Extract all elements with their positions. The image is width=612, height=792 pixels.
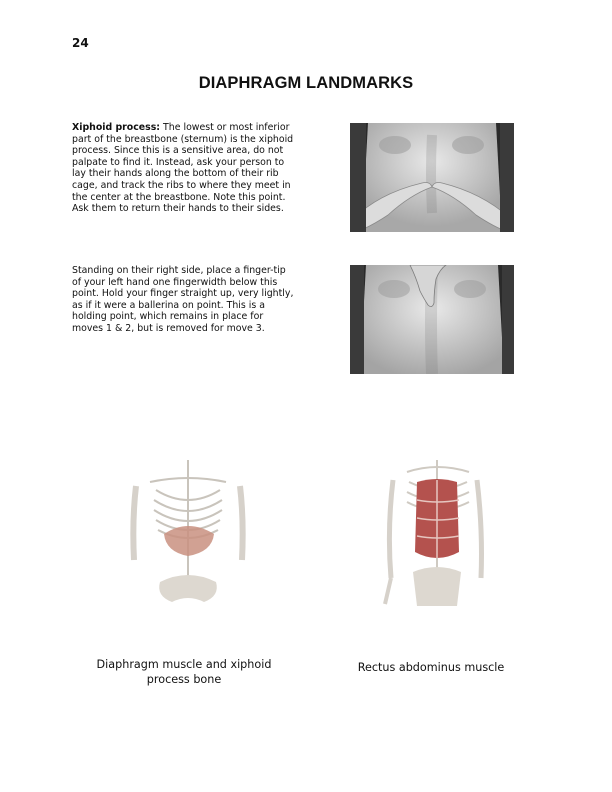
xiphoid-lead: Xiphoid process:	[72, 122, 161, 133]
diaphragm-skeleton-illustration	[130, 460, 246, 606]
hands-on-ribs-photo	[350, 123, 514, 232]
page-title: DIAPHRAGM LANDMARKS	[198, 74, 414, 92]
fingertip-placement-photo	[350, 265, 514, 374]
page-number: 24	[72, 36, 89, 50]
xiphoid-text: The lowest or most inferior part of the breastbone (sternum) is the xiphoid process. Since this is a sensitive area, do not palpate to find it. Instead, ask your person to lay their hands along the bottom of their rib cage, and track the ribs to where they meet in the center at the breastbone. Note this point. Ask them to return their hands to their sides.	[72, 122, 294, 215]
rectus-abdominus-illustration	[377, 460, 489, 606]
rectus-caption: Rectus abdominus muscle	[357, 661, 505, 674]
placement-paragraph: Standing on their right side, place a finger-tip of your left hand one fingerwidth below this point. Hold your finger straight up, very lightly, as if it were a ballerina on point. This is a holding point, which remains in place for moves 1 & 2, but is removed for move 3.	[72, 265, 294, 334]
diaphragm-caption: Diaphragm muscle and xiphoid process bone	[96, 658, 272, 686]
xiphoid-paragraph	[72, 122, 294, 215]
